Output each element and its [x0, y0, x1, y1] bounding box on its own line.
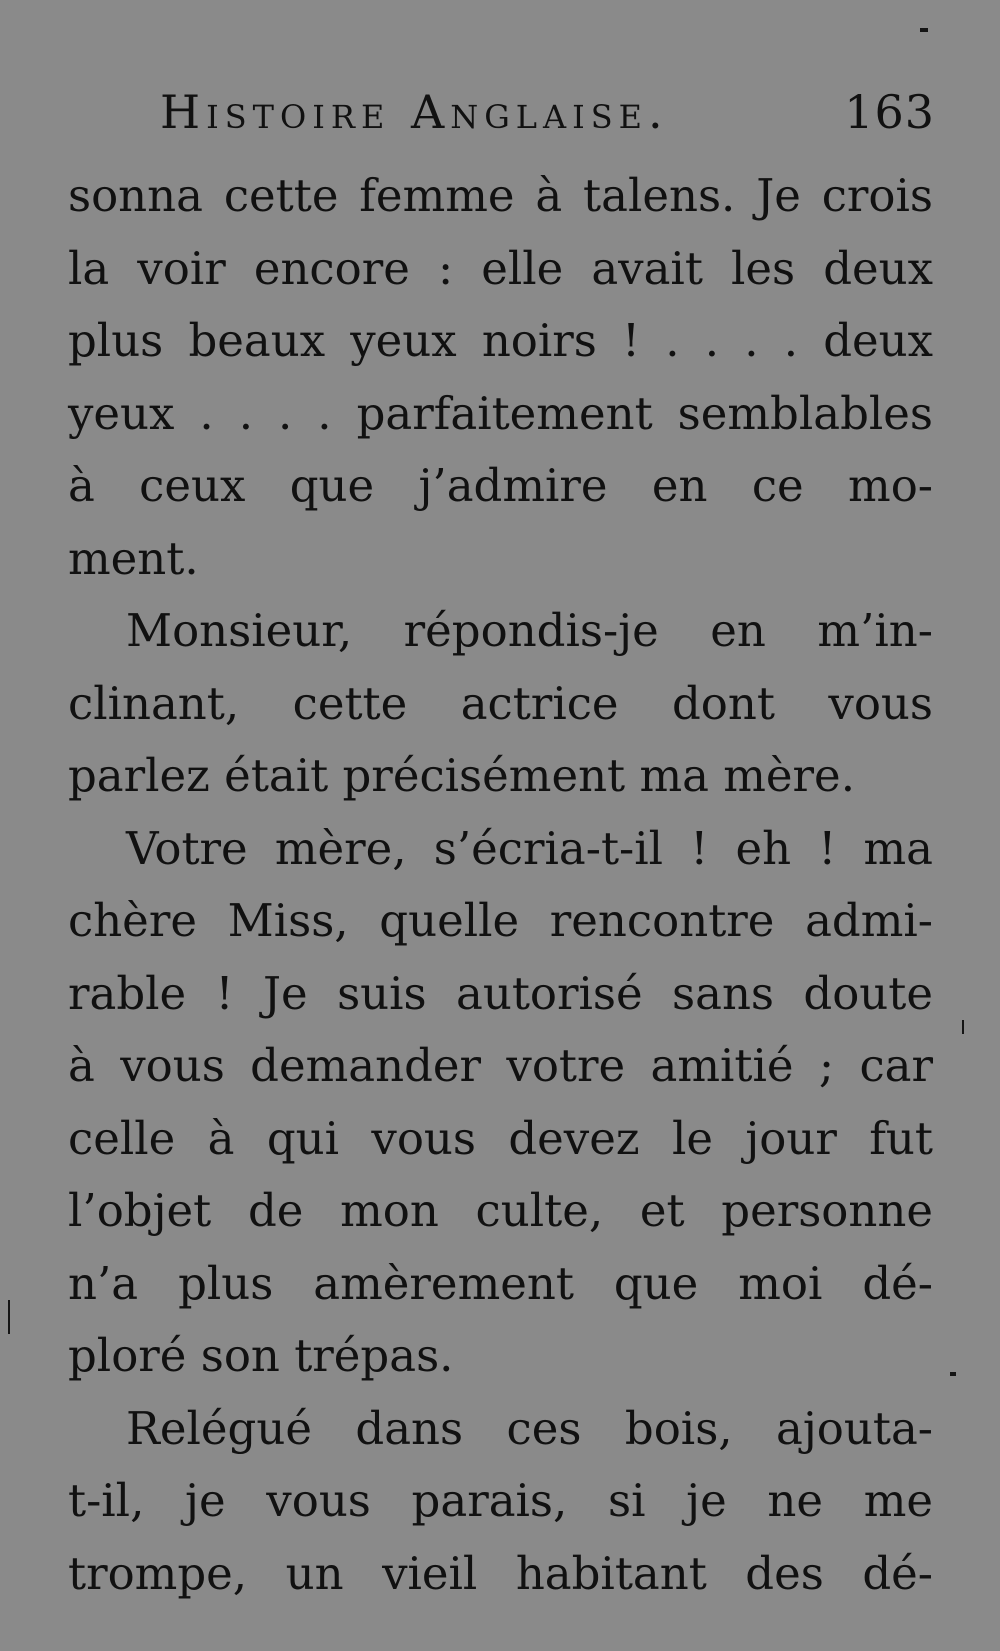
text-line: celle à qui vous devez le jour fut: [68, 1111, 933, 1165]
text-line: rable ! Je suis autorisé sans doute: [68, 966, 933, 1020]
text-line: trompe, un vieil habitant des dé-: [68, 1546, 933, 1600]
running-title: Histoire Anglaise.: [160, 85, 669, 139]
text-line: à vous demander votre amitié ; car: [68, 1039, 933, 1092]
running-header: [160, 82, 935, 142]
text-line: n’a plus amèrement que moi dé-: [68, 1256, 933, 1310]
text-line: clinant, cette actrice dont vous: [68, 676, 933, 730]
text-line: plus beaux yeux noirs ! . . . . deux: [68, 314, 933, 367]
text-line: ploré son trépas.: [68, 1329, 454, 1382]
text-line: Votre mère, s’écria-t-il ! eh ! ma: [126, 821, 933, 875]
text-line: Relégué dans ces bois, ajouta-: [126, 1401, 933, 1455]
ink-speck: [962, 1020, 964, 1034]
text-line: t-il, je vous parais, si je ne me: [68, 1474, 933, 1527]
text-line: sonna cette femme à talens. Je crois: [68, 169, 933, 222]
text-line: l’objet de mon culte, et personne: [68, 1184, 933, 1237]
text-line: Monsieur, répondis-je en m’in-: [126, 604, 933, 657]
ink-speck: [950, 1372, 956, 1376]
ink-speck: [8, 1300, 10, 1334]
text-line: à ceux que j’admire en ce mo-: [68, 459, 933, 512]
text-line: chère Miss, quelle rencontre admi-: [68, 894, 933, 947]
body-text: [68, 160, 933, 1610]
text-line: parlez était précisément ma mère.: [68, 749, 855, 802]
text-line: yeux . . . . parfaitement semblables: [68, 386, 933, 440]
ink-speck: [920, 28, 928, 32]
text-line: ment.: [68, 531, 199, 585]
page-number: 163: [844, 85, 935, 139]
text-line: la voir encore : elle avait les deux: [68, 241, 933, 295]
